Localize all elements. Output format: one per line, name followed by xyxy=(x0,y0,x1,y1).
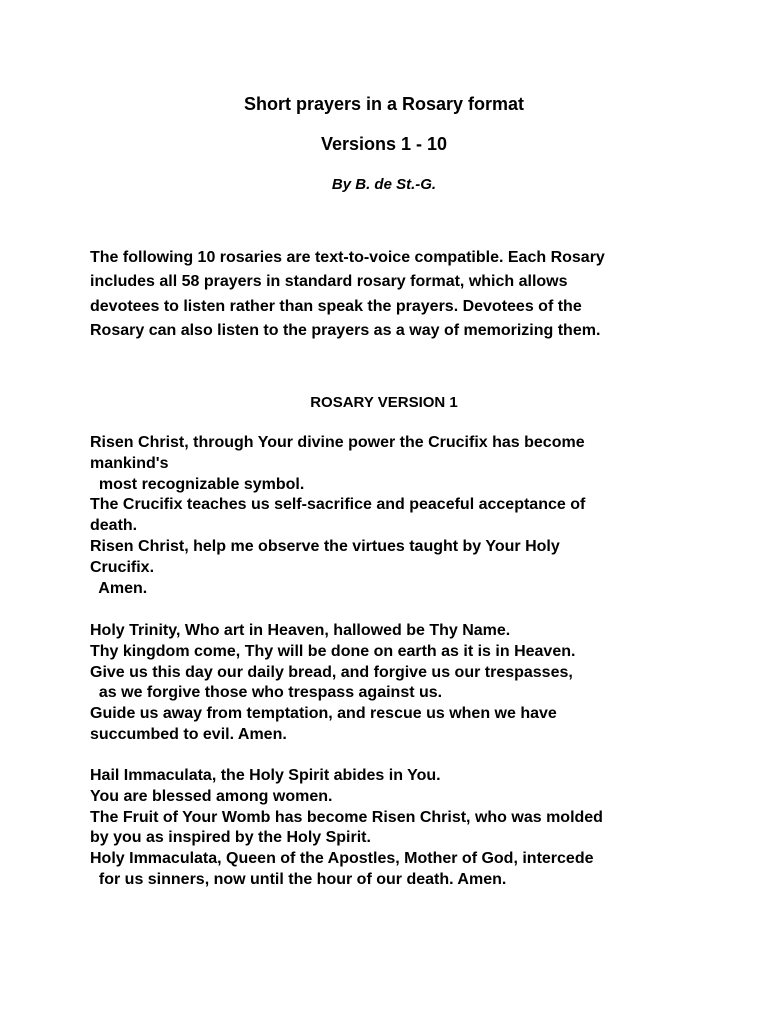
section-heading: ROSARY VERSION 1 xyxy=(310,394,458,411)
prayer-line: You are blessed among women. xyxy=(90,787,333,805)
prayer-line: The Crucifix teaches us self-sacrifice and peaceful acceptance of xyxy=(90,496,586,514)
prayer-line: death. xyxy=(90,517,138,535)
intro-line: includes all 58 prayers in standard rosary format, which allows xyxy=(90,273,568,291)
prayer-line: succumbed to evil. Amen. xyxy=(90,725,287,743)
intro-line: The following 10 rosaries are text-to-voice compatible. Each Rosary xyxy=(90,249,605,266)
prayer-line: mankind's xyxy=(90,454,169,472)
prayer-line: Hail Immaculata, the Holy Spirit abides in You. xyxy=(90,767,441,784)
prayer-line: Holy Immaculata, Queen of the Apostles, Mother of God, intercede xyxy=(90,850,594,868)
document-subtitle: Versions 1 - 10 xyxy=(320,134,448,154)
prayer-line: Amen. xyxy=(90,579,148,597)
prayer-line: Risen Christ, through Your divine power the Crucifix has become xyxy=(90,434,585,451)
prayer-line: by you as inspired by the Holy Spirit. xyxy=(90,829,371,847)
prayer-hail-immaculata xyxy=(90,766,730,891)
prayer-line: as we forgive those who trespass against us. xyxy=(90,684,443,702)
intro-paragraph xyxy=(90,246,690,343)
prayer-line: Crucifix. xyxy=(90,558,155,576)
prayer-line: Holy Trinity, Who art in Heaven, hallowed be Thy Name. xyxy=(90,622,511,639)
prayer-crucifix xyxy=(90,433,730,599)
intro-line: Rosary can also listen to the prayers as a way of memorizing them. xyxy=(90,321,601,339)
prayer-line: Give us this day our daily bread, and forgive us our trespasses, xyxy=(90,663,573,681)
intro-line: devotees to listen rather than speak the prayers. Devotees of the xyxy=(90,297,582,315)
prayer-line: Risen Christ, help me observe the virtues taught by Your Holy xyxy=(90,537,560,555)
prayer-holy-trinity xyxy=(90,621,730,746)
prayer-line: The Fruit of Your Womb has become Risen Christ, who was molded xyxy=(90,808,603,826)
prayer-line: Thy kingdom come, Thy will be done on earth as it is in Heaven. xyxy=(90,642,576,660)
prayer-line: most recognizable symbol. xyxy=(90,475,305,493)
prayer-line: Guide us away from temptation, and rescue us when we have xyxy=(90,705,557,723)
document-author: By B. de St.-G. xyxy=(331,176,437,193)
document-title: Short prayers in a Rosary format xyxy=(243,94,525,114)
prayer-line: for us sinners, now until the hour of our death. Amen. xyxy=(90,870,507,888)
